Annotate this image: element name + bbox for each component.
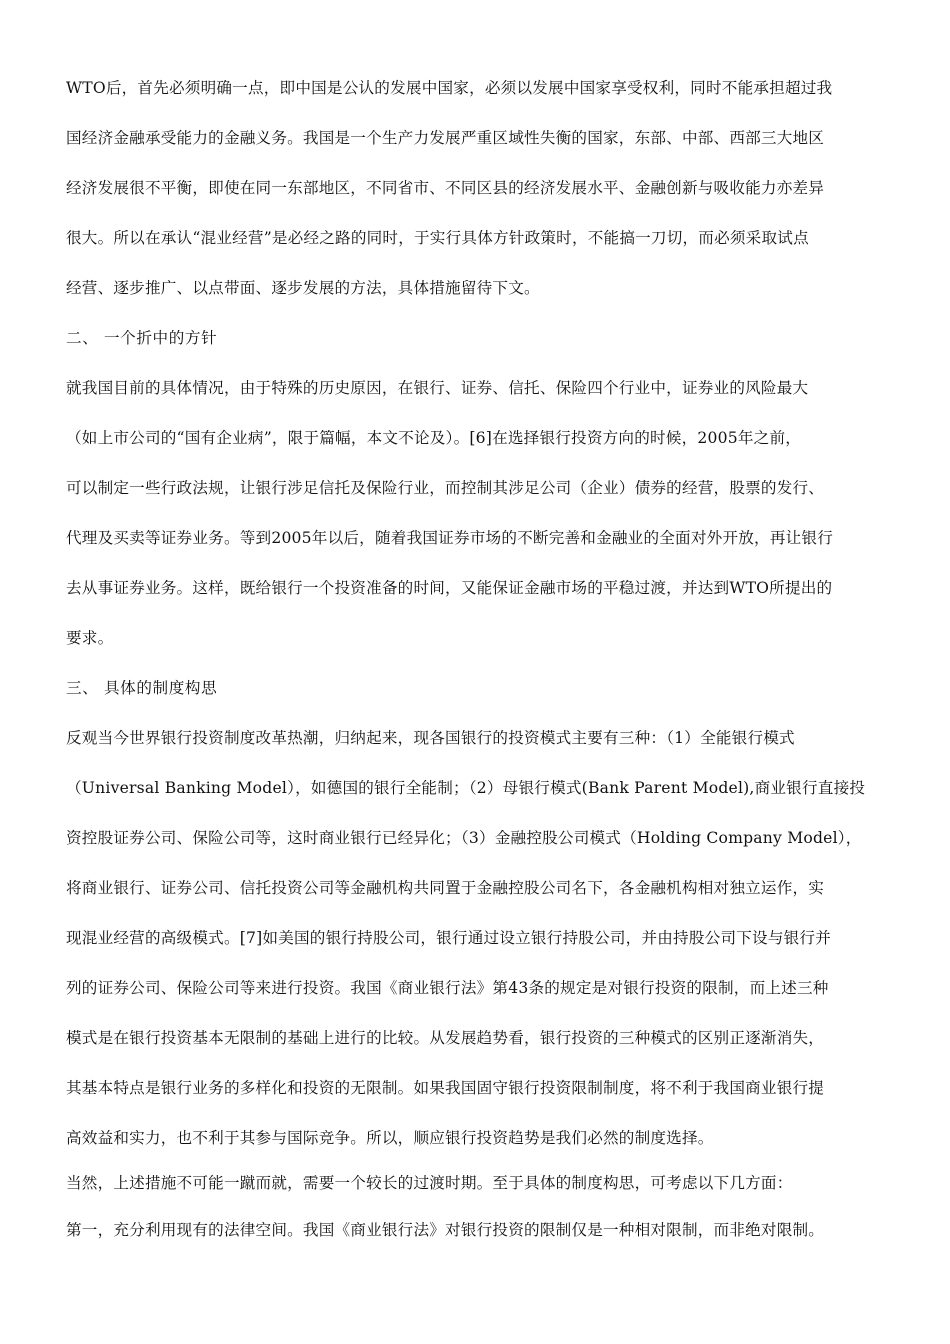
body-text-line: 去从事证券业务。这样，既给银行一个投资准备的时间，又能保证金融市场的平稳过渡，并达到WTO所提出的 [66, 579, 833, 597]
body-text-line: 经营、逐步推广、以点带面、逐步发展的方法，具体措施留待下文。 [66, 279, 540, 297]
body-text-line: 反观当今世界银行投资制度改革热潮，归纳起来，现各国银行的投资模式主要有三种：（1）全能银行模式 [66, 729, 795, 747]
body-text-line: 很大。所以在承认“混业经营”是必经之路的同时，于实行具体方针政策时，不能搞一刀切，而必须采取试点 [66, 229, 809, 247]
body-text-line: 国经济金融承受能力的金融义务。我国是一个生产力发展严重区域性失衡的国家，东部、中部、西部三大地区 [66, 129, 825, 147]
body-text-line: 资控股证券公司、保险公司等，这时商业银行已经异化；（3）金融控股公司模式（Holding Company Model）， [66, 829, 862, 847]
body-text-line: 模式是在银行投资基本无限制的基础上进行的比较。从发展趋势看，银行投资的三种模式的区别正逐渐消失， [66, 1029, 825, 1047]
body-text-line: 当然，上述措施不可能一蹴而就，需要一个较长的过渡时期。至于具体的制度构思，可考虑以下几方面： [66, 1174, 793, 1192]
body-text-line: 现混业经营的高级模式。[7]如美国的银行持股公司，银行通过设立银行持股公司，并由持股公司下设与银行并 [66, 929, 831, 947]
body-text-line: 要求。 [66, 629, 114, 647]
section-heading-2: 二、 一个折中的方针 [66, 329, 218, 347]
body-text-line: 可以制定一些行政法规，让银行涉足信托及保险行业，而控制其涉足公司（企业）债券的经营，股票的发行、 [66, 479, 825, 497]
body-text-line: 代理及买卖等证券业务。等到2005年以后，随着我国证券市场的不断完善和金融业的全面对外开放，再让银行 [66, 529, 833, 547]
body-text-line: （如上市公司的“国有企业病”，限于篇幅，本文不论及）。[6]在选择银行投资方向的时候，2005年之前， [66, 429, 802, 447]
section-heading-3: 三、 具体的制度构思 [66, 679, 218, 697]
body-text-line: 将商业银行、证券公司、信托投资公司等金融机构共同置于金融控股公司名下，各金融机构相对独立运作，实 [66, 879, 825, 897]
body-text-line: 经济发展很不平衡，即使在同一东部地区，不同省市、不同区县的经济发展水平、金融创新与吸收能力亦差异 [66, 179, 825, 197]
body-text-line: 高效益和实力，也不利于其参与国际竞争。所以，顺应银行投资趋势是我们必然的制度选择。 [66, 1129, 714, 1147]
body-text-line: 第一，充分利用现有的法律空间。我国《商业银行法》对银行投资的限制仅是一种相对限制，而非绝对限制。 [66, 1221, 825, 1239]
body-text-line: WTO后，首先必须明确一点，即中国是公认的发展中国家，必须以发展中国家享受权利，同时不能承担超过我 [66, 79, 833, 97]
body-text-line: （Universal Banking Model），如德国的银行全能制；（2）母银行模式(Bank Parent Model),商业银行直接投 [66, 779, 866, 797]
body-text-line: 列的证券公司、保险公司等来进行投资。我国《商业银行法》第43条的规定是对银行投资的限制，而上述三种 [66, 979, 829, 997]
body-text-line: 就我国目前的具体情况，由于特殊的历史原因，在银行、证券、信托、保险四个行业中，证券业的风险最大 [66, 379, 809, 397]
body-text-line: 其基本特点是银行业务的多样化和投资的无限制。如果我国固守银行投资限制制度，将不利于我国商业银行提 [66, 1079, 825, 1097]
